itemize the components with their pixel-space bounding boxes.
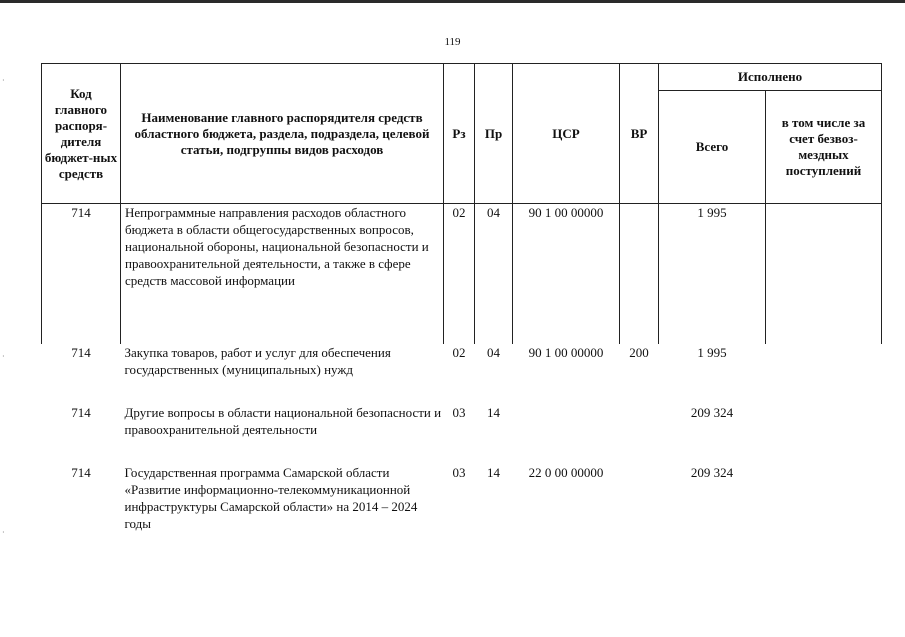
cell-total: 209 324 xyxy=(690,464,734,480)
header-total: Всего xyxy=(659,91,766,204)
cell-name: Государственная программа Самарской области «Развитие информационно-телекоммуникационной инфраструктуры Самарской области» на 2014 – 2024 годы xyxy=(124,464,418,531)
header-rz: Рз xyxy=(444,64,475,204)
cell-csr: 90 1 00 00000 xyxy=(528,344,604,360)
cell-vr xyxy=(620,464,659,544)
cell-vr xyxy=(620,204,659,344)
header-gratuitous: в том числе за счет безвоз-мездных поступлений xyxy=(766,91,882,204)
header-pr: Пр xyxy=(475,64,513,204)
header-name: Наименование главного распорядителя средств областного бюджета, раздела, подраздела, целевой статьи, подгруппы видов расходов xyxy=(121,64,444,204)
scan-artifact: · xyxy=(2,352,5,361)
cell-code: 714 xyxy=(42,204,121,344)
budget-table xyxy=(41,63,882,544)
header-executed: Исполнено xyxy=(659,64,882,91)
cell-rz: 03 xyxy=(452,464,466,480)
cell-pr: 04 xyxy=(487,344,500,360)
cell-gratuitous xyxy=(766,464,882,544)
cell-rz: 02 xyxy=(444,204,475,344)
table-row xyxy=(42,464,882,544)
cell-name: Закупка товаров, работ и услуг для обеспечения государственных (муниципальных) нужд xyxy=(124,344,391,377)
cell-total: 209 324 xyxy=(690,404,734,420)
top-border-line xyxy=(0,0,905,3)
cell-vr: 200 xyxy=(629,344,649,360)
cell-total: 1 995 xyxy=(697,344,727,360)
cell-gratuitous xyxy=(766,404,882,464)
table-row xyxy=(42,204,882,344)
cell-pr: 04 xyxy=(475,204,513,344)
header-csr: ЦСР xyxy=(513,64,620,204)
table-row xyxy=(42,344,882,404)
cell-code: 714 xyxy=(71,464,91,480)
header-code: Код главного распоря-дителя бюджет-ных средств xyxy=(42,64,121,204)
table-body xyxy=(42,204,882,544)
scan-artifact: · xyxy=(2,528,5,537)
table-row xyxy=(42,404,882,464)
cell-pr: 14 xyxy=(487,464,500,480)
cell-csr: 90 1 00 00000 xyxy=(513,204,620,344)
cell-name: Другие вопросы в области национальной безопасности и правоохранительной деятельности xyxy=(124,404,442,437)
header-vr: ВР xyxy=(620,64,659,204)
table-header xyxy=(42,64,882,204)
cell-gratuitous xyxy=(766,344,882,404)
cell-pr: 14 xyxy=(487,404,500,420)
page-number: 119 xyxy=(444,36,461,48)
cell-csr xyxy=(513,404,620,464)
cell-csr: 22 0 00 00000 xyxy=(528,464,604,480)
cell-rz: 02 xyxy=(452,344,466,360)
cell-name: Непрограммные направления расходов областного бюджета в области общегосударственных вопросов, национальной обороны, национальной безопасности и правоохранительной деятельности, а также в сфере средств массовой информации xyxy=(121,204,444,344)
scan-artifact: · xyxy=(2,76,5,85)
cell-rz: 03 xyxy=(452,404,466,420)
cell-gratuitous xyxy=(766,204,882,344)
cell-code: 714 xyxy=(71,344,91,360)
cell-total: 1 995 xyxy=(659,204,766,344)
cell-vr xyxy=(620,404,659,464)
cell-code: 714 xyxy=(71,404,91,420)
